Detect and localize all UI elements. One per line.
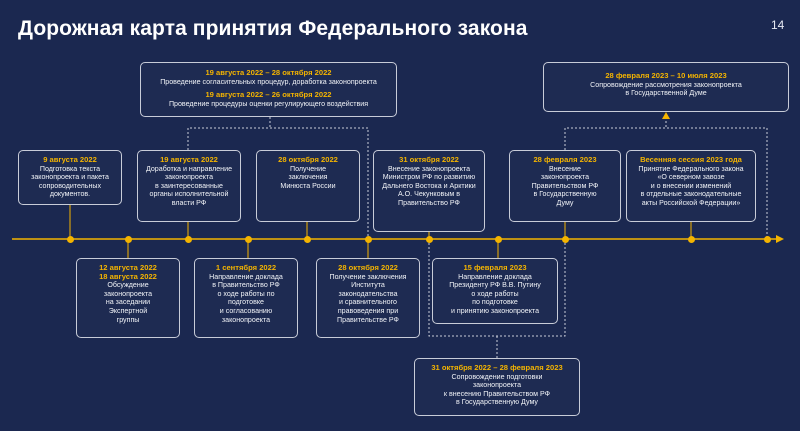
- box-date: 19 августа 2022: [160, 155, 218, 164]
- milestone-box-lower-3: [316, 258, 420, 338]
- page-title: Дорожная карта принятия Федерального закона: [18, 17, 528, 40]
- milestone-box-upper-2: [137, 150, 241, 222]
- box-text: Сопровождение рассмотрения законопроекта в Государственной Думе: [590, 80, 742, 98]
- timeline-dot: [688, 236, 695, 243]
- box-text: Направление доклада Президенту РФ В.В. Путину о ходе работы по подготовке и принятию законопроекта: [449, 272, 541, 315]
- box-text: Внесение законопроекта Министром РФ по развитию Дальнего Востока и Арктики А.О. Чекунковым в Правительство РФ: [382, 164, 476, 207]
- box-date: Весенняя сессия 2023 года: [640, 155, 742, 164]
- box-date: 28 октября 2022: [278, 155, 338, 164]
- timeline-dot: [304, 236, 311, 243]
- timeline-dot: [495, 236, 502, 243]
- milestone-box-upper-4: [373, 150, 485, 232]
- timeline-dot: [426, 236, 433, 243]
- milestone-box-upper-6: [626, 150, 756, 222]
- timeline-dot: [365, 236, 372, 243]
- box-date: 15 февраля 2023: [463, 263, 527, 272]
- box-text: Доработка и направление законопроекта в заинтересованные органы исполнительной власти РФ: [145, 164, 233, 207]
- approval-procedures-box: [140, 62, 397, 117]
- box-date: 31 октября 2022: [399, 155, 459, 164]
- milestone-box-lower-1: [76, 258, 180, 338]
- timeline-dot: [67, 236, 74, 243]
- box-date: 28 февраля 2023 – 10 июля 2023: [605, 71, 727, 80]
- box-text: Сопровождение подготовки законопроекта к внесению Правительством РФ в Государственную Думу: [443, 372, 551, 407]
- milestone-box-upper-1: [18, 150, 122, 205]
- milestone-box-lower-2: [194, 258, 298, 338]
- box-text: Направление доклада в Правительство РФ о ходе работы по подготовке и согласованию законопроекта: [209, 272, 283, 324]
- box-text: Обсуждение законопроекта на заседании Экспертной группы: [103, 281, 153, 324]
- box-text: Принятие Федерального закона «О северном завозе и о внесении изменений в отдельные законодательные акты Российской Федерации»: [638, 164, 744, 207]
- box-date: 9 августа 2022: [43, 155, 97, 164]
- box-text: Проведение процедуры оценки регулирующего воздействия: [168, 99, 369, 108]
- box-date: 12 августа 2022 18 августа 2022: [99, 263, 157, 281]
- timeline-dot: [245, 236, 252, 243]
- box-date: 28 октября 2022: [338, 263, 398, 272]
- box-text: Подготовка текста законопроекта и пакета сопроводительных документов.: [31, 164, 109, 199]
- page-number: 14: [771, 18, 785, 32]
- milestone-box-upper-3: [256, 150, 360, 222]
- government-submission-box: [414, 358, 580, 416]
- milestone-box-lower-4: [432, 258, 558, 324]
- box-text: Проведение согласительных процедур, доработка законопроекта: [160, 77, 377, 86]
- timeline-dot: [764, 236, 771, 243]
- duma-review-box: [543, 62, 789, 112]
- arrow-up-icon: [662, 112, 670, 119]
- timeline-dot: [185, 236, 192, 243]
- box-date: 31 октября 2022 – 28 февраля 2023: [431, 363, 563, 372]
- box-text: Получение заключения Минюста России: [280, 164, 336, 190]
- timeline-dot: [562, 236, 569, 243]
- box-date: 28 февраля 2023: [533, 155, 597, 164]
- box-date: 19 августа 2022 – 26 октября 2022: [205, 90, 332, 100]
- box-text: Внесение законопроекта Правительством РФ в Государственную Думу: [531, 164, 599, 207]
- milestone-box-upper-5: [509, 150, 621, 222]
- timeline-dot: [125, 236, 132, 243]
- box-date: 19 августа 2022 – 28 октября 2022: [205, 68, 332, 77]
- box-date: 1 сентября 2022: [215, 263, 277, 272]
- box-text: Получение заключения Института законодательства и сравнительного правоведения при Правительстве РФ: [329, 272, 407, 324]
- timeline-arrowhead: [776, 235, 784, 243]
